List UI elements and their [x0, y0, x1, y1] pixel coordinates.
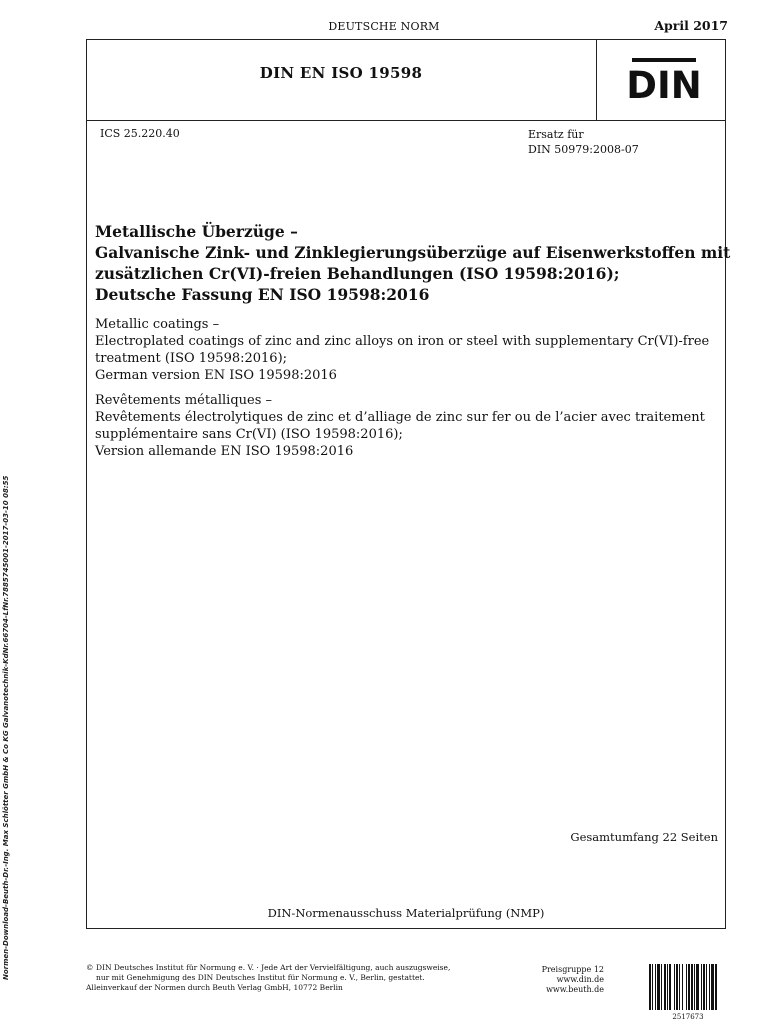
replacement-label: Ersatz für [528, 128, 584, 141]
copyright-symbol: © [86, 963, 94, 972]
barcode-bar [679, 964, 680, 1010]
barcode-bar [696, 964, 699, 1010]
title-english [95, 316, 709, 384]
barcode-bar [709, 964, 710, 1010]
title-german-line: Galvanische Zink- und Zinklegierungsüberzüge auf Eisenwerkstoffen mit [95, 243, 731, 262]
page-frame [86, 39, 731, 929]
replacement-info [528, 127, 639, 157]
barcode-number: 2517673 [672, 1013, 704, 1021]
barcode-bar [664, 964, 666, 1010]
copyright-notice [86, 963, 450, 993]
copyright-line: DIN Deutsches Institut für Normung e. V. · Jede Art der Vervielfältigung, auch auszugsweise, [96, 963, 451, 972]
download-watermark: Normen-Download-Beuth-Dr.-Ing. Max Schlötter GmbH & Co KG Galvanotechnik-KdNr.66704-LfNr.7885745001-2017-03-10 08:55 [2, 475, 10, 980]
barcode-bar [657, 964, 660, 1010]
barcode-bar [652, 964, 653, 1010]
title-french [95, 392, 705, 460]
title-english-line: German version EN ISO 19598:2016 [95, 368, 337, 383]
copyright-line: nur mit Genehmigung des DIN Deutsches Institut für Normung e. V., Berlin, gestattet. [96, 973, 425, 982]
title-english-line: Metallic coatings – [95, 317, 220, 332]
barcode-bar [669, 964, 671, 1010]
barcode-bar [694, 964, 695, 1010]
barcode-bar [674, 964, 675, 1010]
barcode-bar [701, 964, 702, 1010]
committee-name: DIN-Normenausschuss Materialprüfung (NMP) [267, 906, 545, 920]
barcode-bar [691, 964, 693, 1010]
barcode-bar [682, 964, 683, 1010]
logo-divider [596, 39, 597, 121]
title-french-line: Revêtements électrolytiques de zinc et d’alliage de zinc sur fer ou de l’acier avec traitement [95, 410, 705, 425]
barcode-bar [711, 964, 714, 1010]
din-logo-text: DIN [626, 64, 702, 107]
barcode-bar [667, 964, 668, 1010]
document-id: DIN EN ISO 19598 [259, 64, 423, 82]
beuth-url: www.beuth.de [546, 985, 604, 994]
price-info [520, 965, 604, 995]
ics-code: ICS 25.220.40 [100, 127, 180, 140]
barcode-bar [715, 964, 717, 1010]
page-count: Gesamtumfang 22 Seiten [570, 830, 718, 844]
barcode-bar [703, 964, 705, 1010]
barcode-bar [688, 964, 690, 1010]
title-german-line: zusätzlichen Cr(VI)-freien Behandlungen (ISO 19598:2016); [95, 264, 620, 283]
barcode-bar [661, 964, 662, 1010]
title-french-line: supplémentaire sans Cr(VI) (ISO 19598:2016); [95, 427, 403, 442]
barcode-bar [655, 964, 656, 1010]
barcode-bar [706, 964, 707, 1010]
replacement-value: DIN 50979:2008-07 [528, 143, 639, 156]
din-logo [626, 58, 702, 107]
barcode-bar [649, 964, 651, 1010]
title-french-line: Revêtements métalliques – [95, 393, 273, 408]
barcode-bar [686, 964, 687, 1010]
din-url: www.din.de [556, 975, 604, 984]
title-english-line: Electroplated coatings of zinc and zinc alloys on iron or steel with supplementary Cr(VI)-free [95, 334, 710, 349]
title-german [95, 221, 731, 305]
barcode-bar [676, 964, 678, 1010]
title-french-line: Version allemande EN ISO 19598:2016 [95, 444, 354, 459]
title-english-line: treatment (ISO 19598:2016); [95, 351, 288, 366]
header-divider [86, 120, 726, 121]
copyright-line: Alleinverkauf der Normen durch Beuth Verlag GmbH, 10772 Berlin [86, 983, 343, 992]
document-type-label: DEUTSCHE NORM [328, 20, 440, 33]
title-german-line: Deutsche Fassung EN ISO 19598:2016 [95, 285, 430, 304]
price-group: Preisgruppe 12 [541, 965, 604, 974]
barcode [648, 964, 728, 1016]
publication-date: April 2017 [654, 18, 728, 33]
title-german-line: Metallische Überzüge – [95, 222, 298, 241]
